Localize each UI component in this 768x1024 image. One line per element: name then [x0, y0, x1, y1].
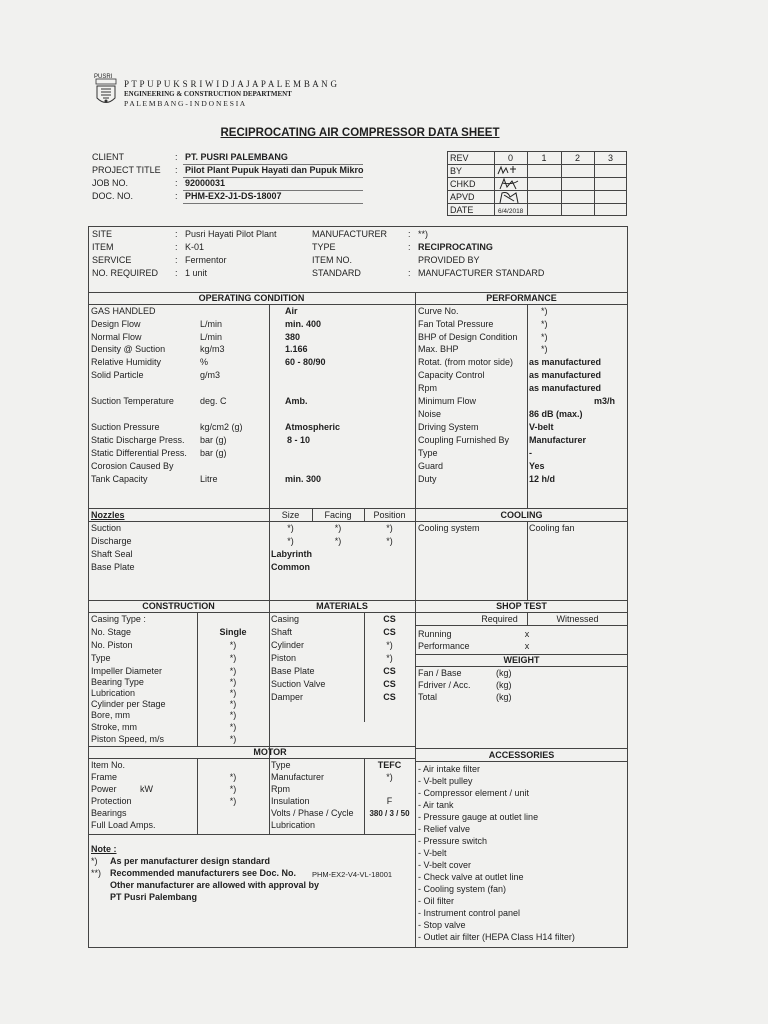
- noreq-value: 1 unit: [185, 268, 208, 278]
- construction-value: *): [229, 640, 237, 650]
- construction-label: Casing Type :: [91, 614, 146, 624]
- material-label: Shaft: [271, 627, 293, 637]
- operating-unit: kg/cm2 (g): [200, 422, 243, 432]
- client-value: PT. PUSRI PALEMBANG: [185, 152, 288, 162]
- operating-unit: kg/m3: [200, 344, 225, 354]
- motor-label: Protection: [91, 796, 132, 806]
- motor-label: Volts / Phase / Cycle: [271, 808, 354, 818]
- nozzle-size: Labyrinth: [271, 549, 313, 559]
- operating-value: Air: [285, 306, 298, 316]
- rev-number: 1: [541, 153, 547, 163]
- operating-unit: bar (g): [200, 435, 227, 445]
- item-label: ITEM: [92, 242, 114, 252]
- weight-label: Total: [418, 692, 438, 702]
- accessory-item: - Oil filter: [418, 896, 454, 906]
- operating-label: GAS HANDLED: [91, 306, 156, 316]
- note-text: Other manufacturer are allowed with approval by: [110, 880, 320, 890]
- type-value: RECIPROCATING: [418, 242, 493, 252]
- shop-running-value: x: [524, 629, 530, 639]
- rev-number: 0: [507, 153, 513, 163]
- rev-label: REV: [450, 153, 469, 163]
- accessory-item: - Compressor element / unit: [418, 788, 530, 798]
- operating-label: Tank Capacity: [91, 474, 148, 484]
- nozzle-label: Suction: [91, 523, 122, 533]
- motor-label: Item No.: [91, 760, 126, 770]
- accessory-item: - Check valve at outlet line: [418, 872, 524, 882]
- nozzle-facing-header: Facing: [324, 510, 352, 520]
- operating-label: Suction Pressure: [91, 422, 160, 432]
- shop-running-label: Running: [418, 629, 452, 639]
- project-label: PROJECT TITLE: [92, 165, 161, 175]
- nozzle-position: *): [386, 536, 393, 546]
- nozzle-label: Discharge: [91, 536, 132, 546]
- materials-title: MATERIALS: [316, 601, 368, 611]
- operating-unit: L/min: [200, 319, 223, 329]
- nozzle-label: Shaft Seal: [91, 549, 133, 559]
- construction-value: Single: [219, 627, 247, 637]
- construction-value: *): [229, 699, 237, 709]
- construction-title: CONSTRUCTION: [142, 601, 215, 611]
- operating-value: 8 - 10: [287, 435, 311, 445]
- construction-label: Impeller Diameter: [91, 666, 163, 676]
- note-text: As per manufacturer design standard: [110, 856, 271, 866]
- construction-label: Lubrication: [91, 688, 136, 698]
- nozzle-size: *): [287, 523, 294, 533]
- performance-value: *): [541, 319, 548, 329]
- operating-label: Density @ Suction: [91, 344, 166, 354]
- performance-label: BHP of Design Condition: [418, 332, 518, 342]
- motor-value: *): [229, 772, 237, 782]
- client-label: CLIENT: [92, 152, 125, 162]
- date-value: 6/4/2018: [498, 208, 524, 215]
- signature-initials: [496, 163, 526, 205]
- rev-number: 2: [574, 153, 580, 163]
- shop-test-title: SHOP TEST: [496, 601, 547, 611]
- motor-label: Frame: [91, 772, 118, 782]
- note-doc-number: PHM-EX2-V4-VL-18001: [312, 870, 393, 879]
- project-value: Pilot Plant Pupuk Hayati dan Pupuk Mikro: [185, 165, 364, 175]
- performance-value: 86 dB (max.): [529, 409, 583, 419]
- colon: :: [175, 191, 178, 201]
- nozzle-facing: *): [334, 523, 342, 533]
- performance-label: Max. BHP: [418, 344, 459, 354]
- material-value: CS: [383, 614, 396, 624]
- construction-value: *): [229, 666, 237, 676]
- material-value: *): [386, 653, 393, 663]
- operating-value: 380: [285, 332, 301, 342]
- performance-label: Coupling Furnished By: [418, 435, 510, 445]
- accessories-title: ACCESSORIES: [488, 750, 555, 760]
- nozzle-facing: *): [334, 536, 342, 546]
- job-label: JOB NO.: [92, 178, 129, 188]
- accessory-item: - Instrument control panel: [418, 908, 521, 918]
- motor-value: TEFC: [377, 760, 402, 770]
- construction-label: Cylinder per Stage: [91, 699, 166, 709]
- notes-title: Note :: [91, 844, 117, 854]
- motor-label: Full Load Amps.: [91, 820, 156, 830]
- by-label: BY: [450, 166, 463, 176]
- nozzle-size: Common: [271, 562, 310, 572]
- construction-value: *): [229, 722, 237, 732]
- operating-label: Relative Humidity: [91, 357, 162, 367]
- weight-title: WEIGHT: [503, 655, 540, 665]
- motor-value: *): [386, 772, 393, 782]
- performance-value: as manufactured: [529, 383, 602, 393]
- weight-label: Fan / Base: [418, 668, 462, 678]
- performance-value: *): [541, 332, 548, 342]
- colon: :: [175, 152, 178, 162]
- operating-unit: g/m3: [200, 370, 221, 380]
- operating-unit: deg. C: [200, 396, 227, 406]
- performance-label: Guard: [418, 461, 444, 471]
- construction-value: *): [229, 710, 237, 720]
- performance-title: PERFORMANCE: [486, 293, 557, 303]
- accessory-item: - Pressure switch: [418, 836, 488, 846]
- colon: :: [408, 229, 411, 239]
- nozzles-title: Nozzles: [91, 510, 125, 520]
- performance-value: m3/h: [594, 396, 616, 406]
- weight-label: Fdriver / Acc.: [418, 680, 471, 690]
- colon: :: [408, 268, 411, 278]
- company-location: P A L E M B A N G - I N D O N E S I A: [124, 99, 246, 108]
- construction-value: *): [229, 653, 237, 663]
- motor-label: Insulation: [271, 796, 310, 806]
- operating-label: Static Differential Press.: [91, 448, 187, 458]
- operating-unit: %: [200, 357, 209, 367]
- performance-value: *): [541, 306, 548, 316]
- itemno-value: PROVIDED BY: [418, 255, 480, 265]
- motor-label: Bearings: [91, 808, 127, 818]
- performance-label: Driving System: [418, 422, 479, 432]
- weight-unit: (kg): [496, 668, 512, 678]
- weight-unit: (kg): [496, 692, 512, 702]
- operating-unit: bar (g): [200, 448, 227, 458]
- chkd-label: CHKD: [450, 179, 476, 189]
- itemno-label: ITEM NO.: [312, 255, 352, 265]
- material-value: *): [386, 640, 393, 650]
- construction-label: Stroke, mm: [91, 722, 138, 732]
- construction-value: *): [229, 677, 237, 687]
- operating-value: 1.166: [285, 344, 308, 354]
- performance-value: Manufacturer: [529, 435, 587, 445]
- colon: :: [408, 242, 411, 252]
- logo-text: PUSRI: [94, 74, 113, 80]
- operating-label: Suction Temperature: [91, 396, 174, 406]
- performance-label: Type: [418, 448, 438, 458]
- motor-label: Power: [91, 784, 117, 794]
- material-value: CS: [383, 692, 396, 702]
- cooling-label: Cooling system: [418, 523, 480, 533]
- performance-value: as manufactured: [529, 357, 602, 367]
- service-value: Fermentor: [185, 255, 227, 265]
- construction-label: Piston Speed, m/s: [91, 734, 165, 744]
- shop-performance-label: Performance: [418, 641, 470, 651]
- operating-label: Design Flow: [91, 319, 141, 329]
- noreq-label: NO. REQUIRED: [92, 268, 159, 278]
- shop-performance-value: x: [524, 641, 530, 651]
- performance-label: Duty: [418, 474, 437, 484]
- motor-label: Rpm: [271, 784, 291, 794]
- note-text: PT Pusri Palembang: [110, 892, 198, 902]
- motor-label: Type: [271, 760, 291, 770]
- note-marker: *): [91, 856, 98, 866]
- site-value: Pusri Hayati Pilot Plant: [185, 229, 277, 239]
- performance-label: Curve No.: [418, 306, 459, 316]
- performance-value: as manufactured: [529, 370, 602, 380]
- performance-value: V-belt: [529, 422, 554, 432]
- cooling-title: COOLING: [500, 510, 543, 520]
- shop-witnessed-header: Witnessed: [556, 614, 599, 624]
- company-name: P T P U P U K S R I W I D J A J A P A L E M B A N G: [124, 79, 338, 89]
- date-label: DATE: [450, 205, 474, 215]
- colon: :: [175, 255, 178, 265]
- motor-value: *): [229, 796, 237, 806]
- service-label: SERVICE: [92, 255, 132, 265]
- type-label: TYPE: [312, 242, 336, 252]
- accessory-item: - Outlet air filter (HEPA Class H14 filter): [418, 932, 575, 942]
- accessory-item: - Air tank: [418, 800, 454, 810]
- motor-label: Lubrication: [271, 820, 316, 830]
- doc-value: PHM-EX2-J1-DS-18007: [185, 191, 282, 201]
- operating-title: OPERATING CONDITION: [198, 293, 305, 303]
- performance-label: Rotat. (from motor side): [418, 357, 514, 367]
- operating-label: Corosion Caused By: [91, 461, 174, 471]
- accessory-item: - Relief valve: [418, 824, 471, 834]
- nozzle-position: *): [386, 523, 393, 533]
- accessory-item: - V-belt cover: [418, 860, 472, 870]
- material-label: Casing: [271, 614, 300, 624]
- site-label: SITE: [92, 229, 113, 239]
- nozzle-size-header: Size: [281, 510, 300, 520]
- operating-value: Atmospheric: [285, 422, 341, 432]
- accessory-item: - Air intake filter: [418, 764, 481, 774]
- performance-value: 12 h/d: [529, 474, 556, 484]
- operating-label: Normal Flow: [91, 332, 142, 342]
- manufacturer-value: **): [418, 229, 429, 239]
- job-value: 92000031: [185, 178, 226, 188]
- manufacturer-label: MANUFACTURER: [312, 229, 388, 239]
- shop-required-header: Required: [481, 614, 518, 624]
- performance-label: Rpm: [418, 383, 438, 393]
- material-label: Cylinder: [271, 640, 305, 650]
- nozzle-position-header: Position: [373, 510, 406, 520]
- operating-label: Static Discharge Press.: [91, 435, 185, 445]
- operating-unit: L/min: [200, 332, 223, 342]
- operating-label: Solid Particle: [91, 370, 144, 380]
- operating-value: min. 400: [285, 319, 322, 329]
- motor-unit: kW: [140, 784, 153, 794]
- material-label: Damper: [271, 692, 304, 702]
- accessory-item: - Cooling system (fan): [418, 884, 507, 894]
- nozzle-size: *): [287, 536, 294, 546]
- document-title: RECIPROCATING AIR COMPRESSOR DATA SHEET: [220, 127, 500, 139]
- material-value: CS: [383, 627, 396, 637]
- colon: :: [175, 229, 178, 239]
- construction-label: No. Piston: [91, 640, 133, 650]
- standard-value: MANUFACTURER STANDARD: [418, 268, 545, 278]
- note-text: Recommended manufacturers see Doc. No.: [110, 868, 297, 878]
- motor-label: Manufacturer: [271, 772, 325, 782]
- performance-value: -: [529, 448, 532, 458]
- nozzle-label: Base Plate: [91, 562, 135, 572]
- material-value: CS: [383, 679, 396, 689]
- accessory-item: - V-belt: [418, 848, 447, 858]
- rev-number: 3: [607, 153, 613, 163]
- doc-label: DOC. NO.: [92, 191, 134, 201]
- colon: :: [175, 242, 178, 252]
- colon: :: [175, 178, 178, 188]
- colon: :: [175, 268, 178, 278]
- material-label: Piston: [271, 653, 297, 663]
- accessory-item: - Stop valve: [418, 920, 466, 930]
- accessory-item: - Pressure gauge at outlet line: [418, 812, 539, 822]
- operating-value: Amb.: [285, 396, 308, 406]
- motor-value: F: [386, 796, 393, 806]
- cooling-value: Cooling fan: [529, 523, 575, 533]
- item-value: K-01: [185, 242, 205, 252]
- performance-label: Capacity Control: [418, 370, 485, 380]
- accessory-item: - V-belt pulley: [418, 776, 473, 786]
- construction-label: Type: [91, 653, 111, 663]
- motor-value: *): [229, 784, 237, 794]
- material-label: Base Plate: [271, 666, 315, 676]
- operating-unit: Litre: [200, 474, 218, 484]
- construction-label: Bearing Type: [91, 677, 144, 687]
- weight-unit: (kg): [496, 680, 512, 690]
- performance-label: Fan Total Pressure: [418, 319, 494, 329]
- construction-value: *): [229, 688, 237, 698]
- material-value: CS: [383, 666, 396, 676]
- performance-value: *): [541, 344, 548, 354]
- motor-value: 380 / 3 / 50: [369, 809, 410, 818]
- operating-value: min. 300: [285, 474, 322, 484]
- performance-label: Minimum Flow: [418, 396, 477, 406]
- construction-value: *): [229, 734, 237, 744]
- note-marker: **): [91, 868, 102, 878]
- motor-title: MOTOR: [253, 747, 287, 757]
- standard-label: STANDARD: [312, 268, 361, 278]
- apvd-label: APVD: [450, 192, 475, 202]
- material-label: Suction Valve: [271, 679, 326, 689]
- construction-label: No. Stage: [91, 627, 132, 637]
- colon: :: [175, 165, 178, 175]
- construction-label: Bore, mm: [91, 710, 131, 720]
- performance-value: Yes: [529, 461, 545, 471]
- department-name: ENGINEERING & CONSTRUCTION DEPARTMENT: [124, 90, 292, 98]
- operating-value: 60 - 80/90: [285, 357, 326, 367]
- performance-label: Noise: [418, 409, 442, 419]
